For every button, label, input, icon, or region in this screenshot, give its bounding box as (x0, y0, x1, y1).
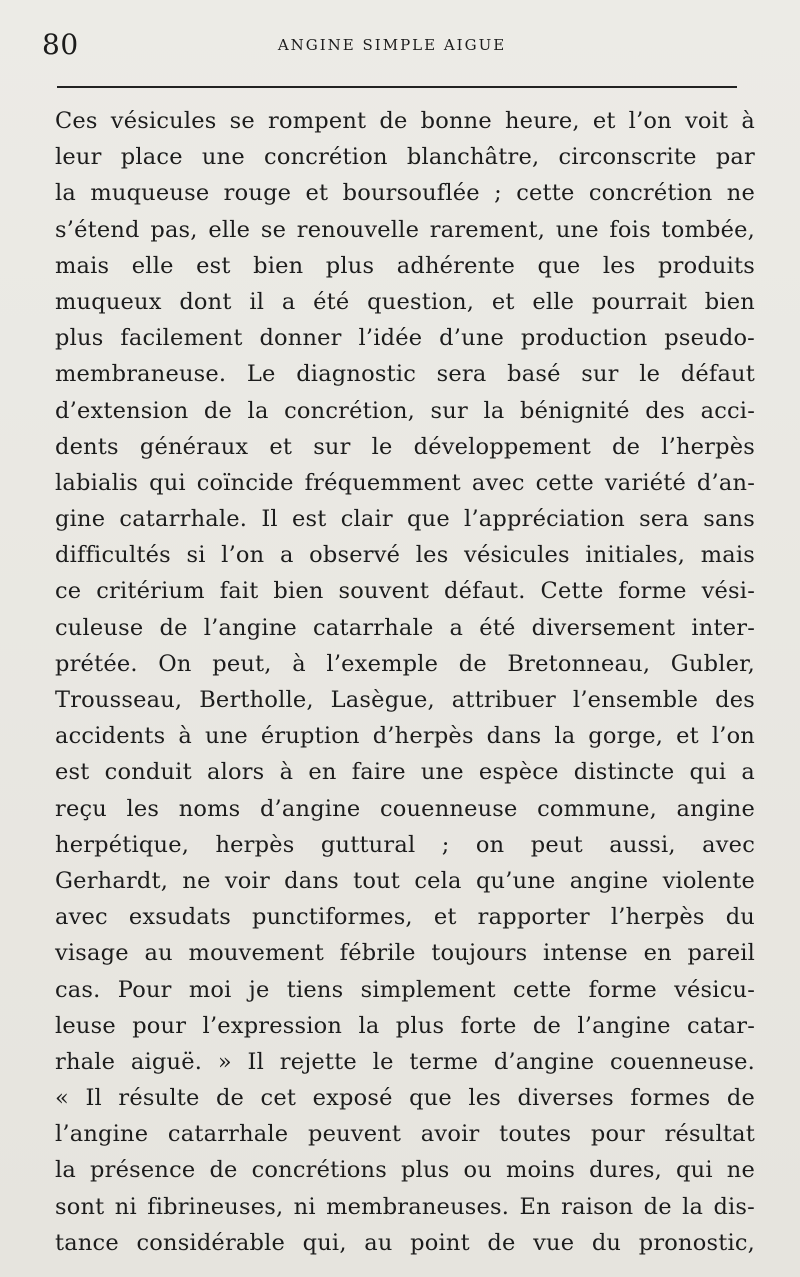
text-line: membraneuse. Le diagnostic sera basé sur le défaut (55, 361, 755, 388)
text-line: difficultés si l’on a observé les vésicules initiales, mais (55, 542, 755, 569)
body-text (55, 103, 755, 1261)
text-line: reçu les noms d’angine couenneuse commune, angine (55, 795, 755, 822)
text-line: plus facilement donner l’idée d’une production pseudo- (55, 325, 755, 352)
text-line: visage au mouvement fébrile toujours intense en pareil (55, 940, 755, 967)
text-line: d’extension de la concrétion, sur la bénignité des acci- (55, 397, 755, 424)
text-line: accidents à une éruption d’herpès dans la gorge, et l’on (55, 723, 755, 750)
text-line: leuse pour l’expression la plus forte de l’angine catar- (55, 1012, 755, 1039)
text-line: dents généraux et sur le développement de l’herpès (55, 433, 755, 460)
running-title: ANGINE SIMPLE AIGUE (277, 36, 507, 54)
text-line: tance considérable qui, au point de vue du pronostic, (55, 1229, 755, 1256)
text-line: gine catarrhale. Il est clair que l’appréciation sera sans (55, 506, 755, 533)
text-line: mais elle est bien plus adhérente que les produits (55, 252, 755, 279)
page-header (42, 28, 742, 68)
header-rule (57, 86, 737, 88)
text-line: la muqueuse rouge et boursouflée ; cette concrétion ne (55, 180, 755, 207)
text-line: ce critérium fait bien souvent défaut. Cette forme vési- (55, 578, 755, 605)
text-line: muqueux dont il a été question, et elle pourrait bien (55, 288, 755, 315)
text-line: « Il résulte de cet exposé que les diverses formes de (55, 1085, 755, 1112)
text-line: s’étend pas, elle se renouvelle rarement, une fois tombée, (55, 216, 755, 243)
text-line: cas. Pour moi je tiens simplement cette forme vésicu- (55, 976, 755, 1003)
text-line: leur place une concrétion blanchâtre, circonscrite par (55, 144, 755, 171)
text-line: rhale aiguë. » Il rejette le terme d’angine couenneuse. (55, 1048, 755, 1075)
page-number: 80 (42, 28, 79, 61)
text-line: culeuse de l’angine catarrhale a été diversement inter- (55, 614, 755, 641)
text-line: prétée. On peut, à l’exemple de Bretonneau, Gubler, (55, 650, 755, 677)
text-line: Ces vésicules se rompent de bonne heure, et l’on voit à (55, 108, 755, 134)
text-line: labialis qui coïncide fréquemment avec cette variété d’an- (55, 469, 755, 496)
text-line: sont ni fibrineuses, ni membraneuses. En raison de la dis- (55, 1193, 755, 1220)
text-line: Trousseau, Bertholle, Lasègue, attribuer l’ensemble des (55, 687, 755, 713)
text-line: la présence de concrétions plus ou moins dures, qui ne (55, 1157, 755, 1184)
text-line: avec exsudats punctiformes, et rapporter l’herpès du (55, 904, 755, 931)
text-line: l’angine catarrhale peuvent avoir toutes pour résultat (55, 1121, 755, 1148)
text-line: herpétique, herpès guttural ; on peut aussi, avec (55, 831, 755, 858)
text-line: Gerhardt, ne voir dans tout cela qu’une angine violente (55, 867, 755, 894)
text-line: est conduit alors à en faire une espèce distincte qui a (55, 759, 755, 786)
